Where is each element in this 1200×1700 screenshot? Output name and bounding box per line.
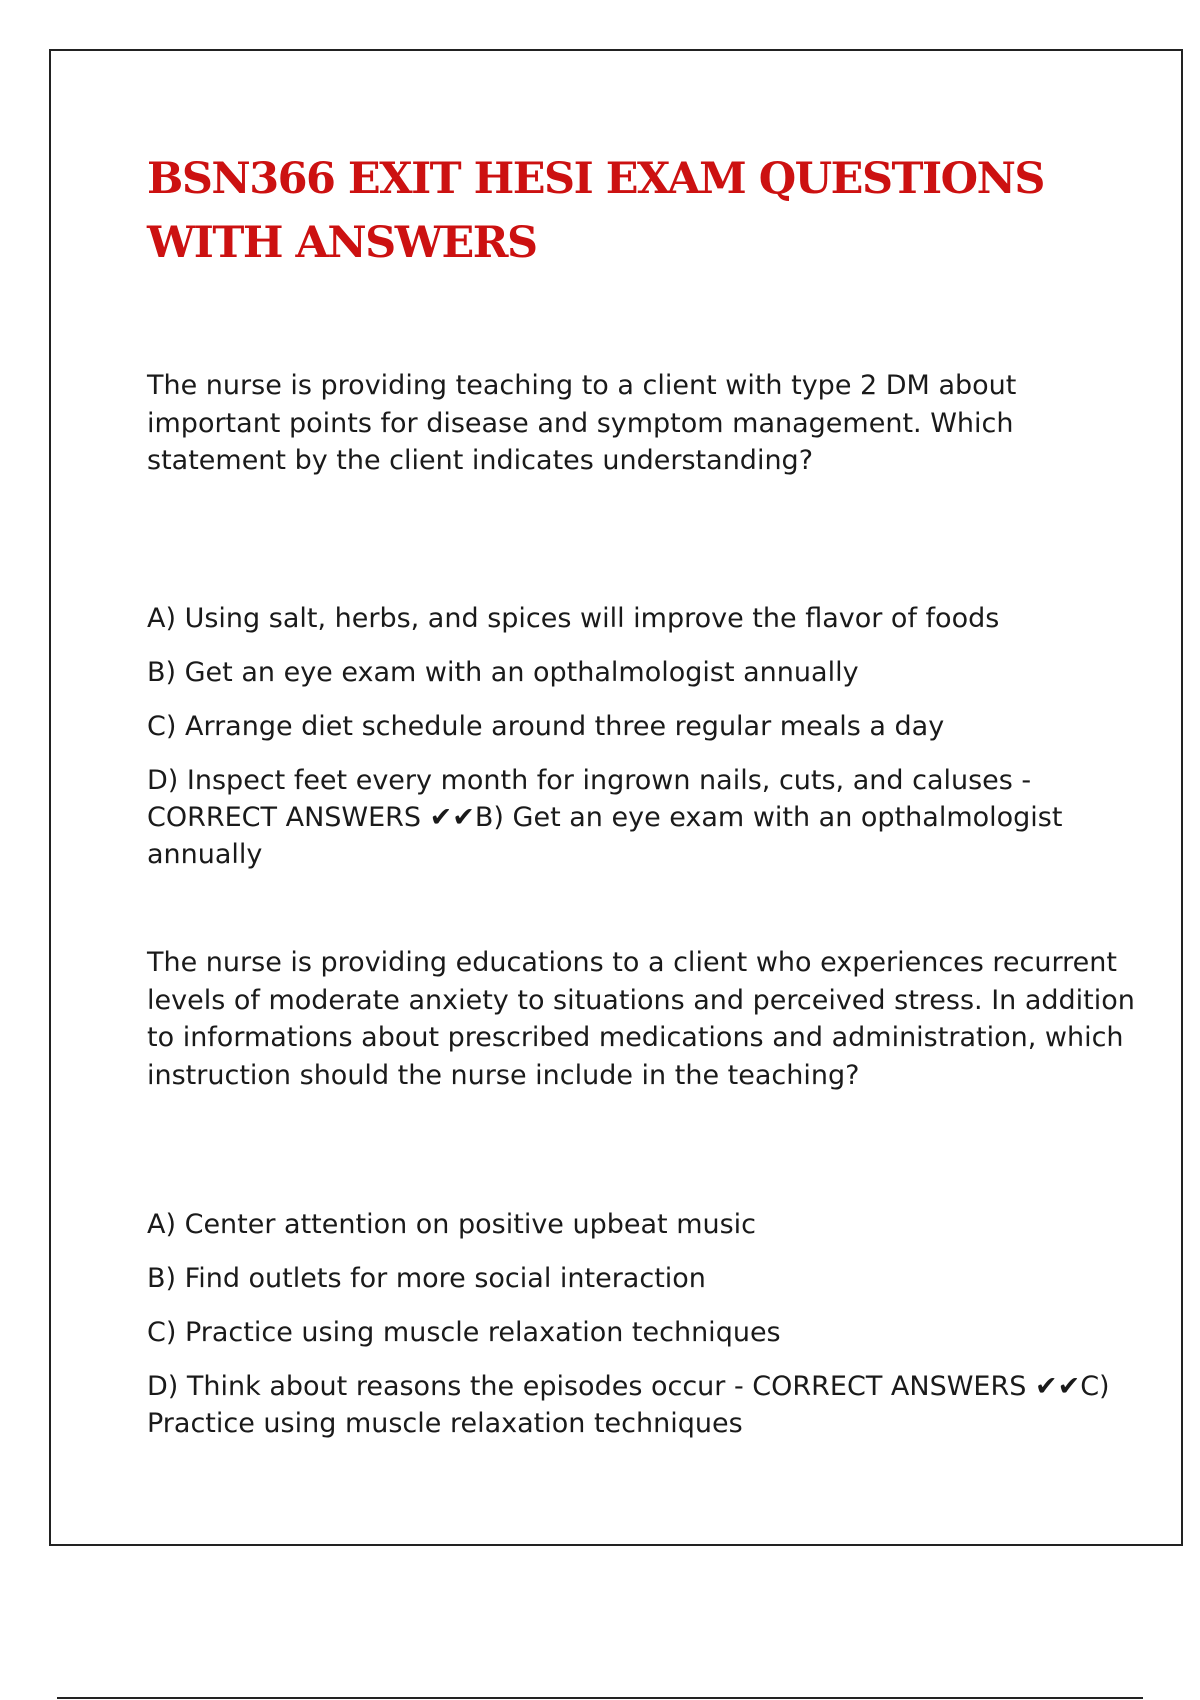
question-2-stem: The nurse is providing educations to a client who experiences recurrent levels of moderate anxiety to situations and perceived stress. In addition to informations about prescribed medications and administration, which instruction should the nurse include in the teaching? xyxy=(147,947,1135,1091)
question-2-option-a: A) Center attention on positive upbeat music xyxy=(147,1209,757,1240)
question-2-option-c: C) Practice using muscle relaxation techniques xyxy=(147,1317,781,1348)
question-2-options xyxy=(147,1206,1137,1442)
question-1-option-c: C) Arrange diet schedule around three regular meals a day xyxy=(147,711,945,742)
question-1-option-a: A) Using salt, herbs, and spices will improve the flavor of foods xyxy=(147,603,1000,634)
question-2-option-d-with-answer: D) Think about reasons the episodes occur - CORRECT ANSWERS ✔✔C) Practice using muscle relaxation techniques xyxy=(147,1371,1110,1439)
document-title: BSN366 EXIT HESI EXAM QUESTIONS WITH ANSWERS xyxy=(147,154,1044,268)
question-1-option-b: B) Get an eye exam with an opthalmologist annually xyxy=(147,657,859,688)
page-frame xyxy=(49,49,1183,1546)
footer-divider xyxy=(57,1697,1143,1699)
question-1-option-d-with-answer: D) Inspect feet every month for ingrown nails, cuts, and caluses - CORRECT ANSWERS ✔✔B) Get an eye exam with an opthalmologist annually xyxy=(147,765,1063,870)
question-1-stem: The nurse is providing teaching to a client with type 2 DM about important points for disease and symptom management. Which statement by the client indicates understanding? xyxy=(147,370,1017,476)
question-2-option-b: B) Find outlets for more social interaction xyxy=(147,1263,706,1294)
question-1-options xyxy=(147,600,1137,873)
